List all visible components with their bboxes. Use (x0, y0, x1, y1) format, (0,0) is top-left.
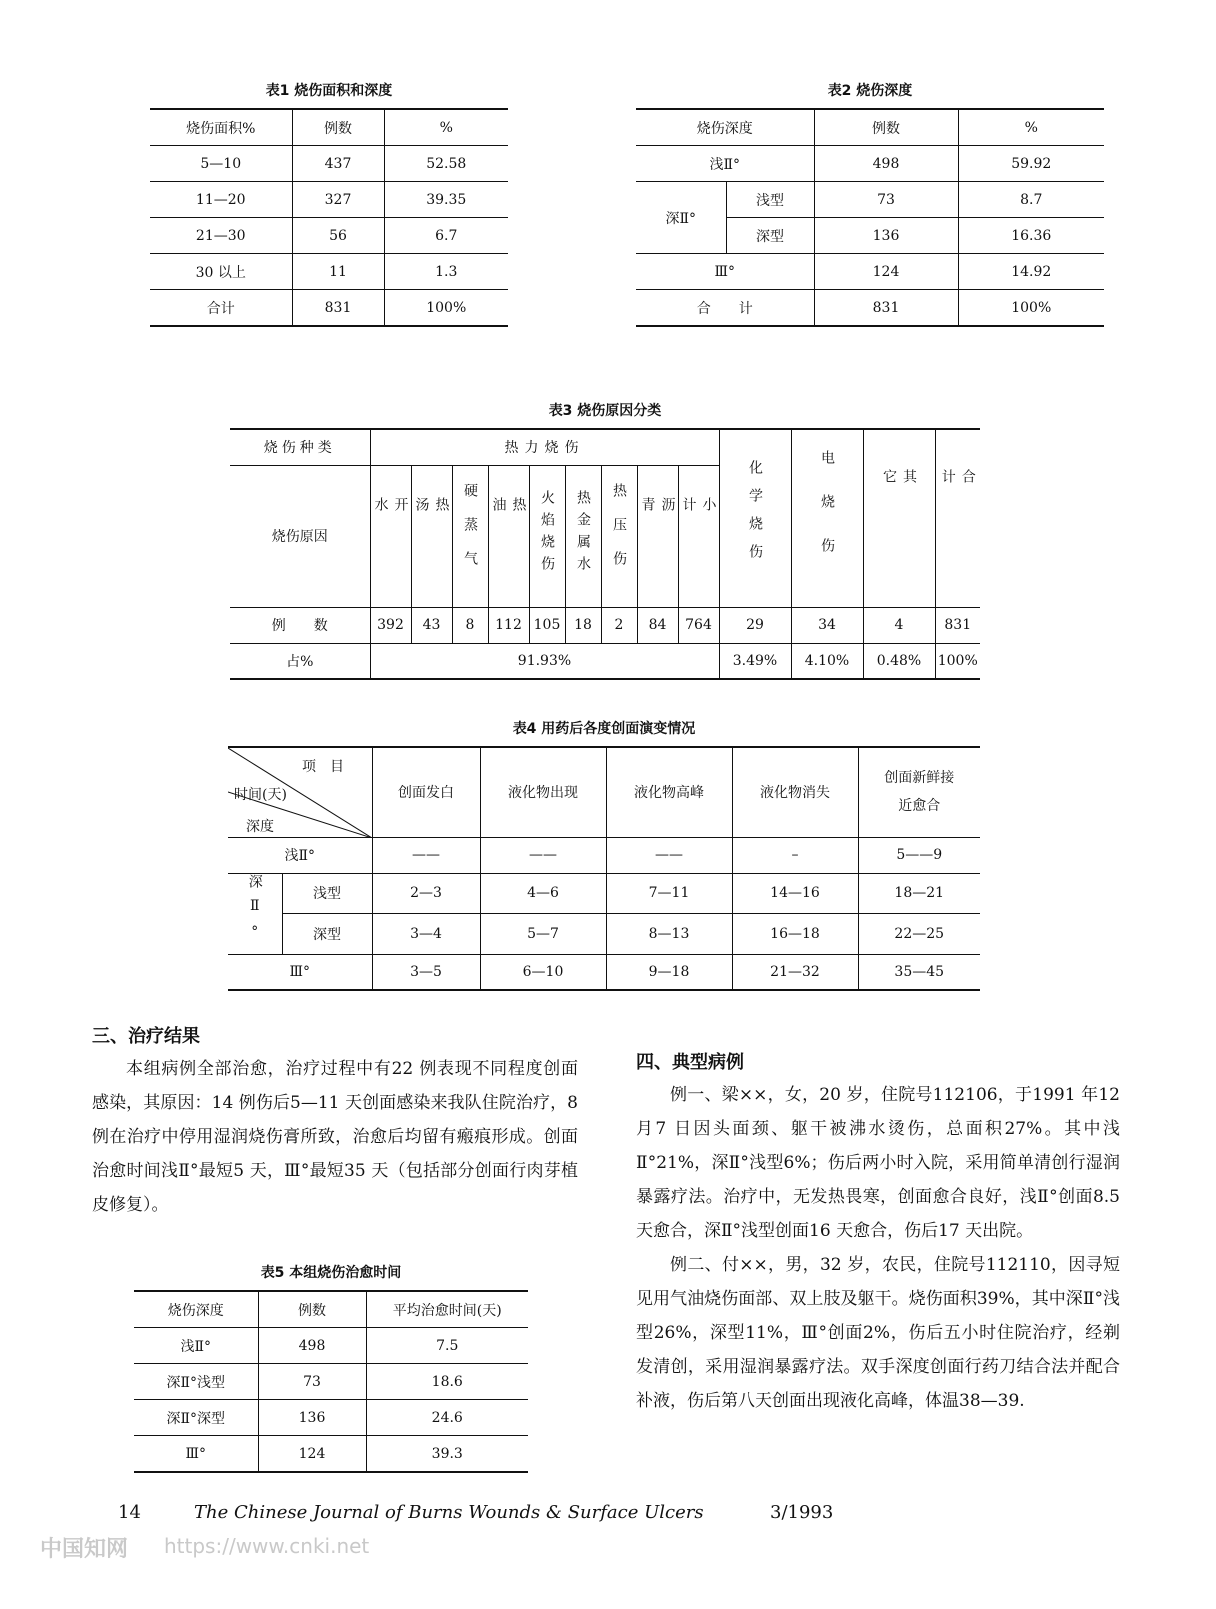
vertical-label: 深Ⅱ° (246, 873, 263, 950)
header-cell (935, 429, 980, 607)
table3-caption: 表3 烧伤原因分类 (548, 403, 662, 419)
header-cell (791, 429, 863, 607)
table-cell: 7.5 (436, 1337, 459, 1354)
table-cell: 1.3 (435, 263, 458, 280)
table-cell: 深Ⅱ° (636, 182, 726, 254)
header-cell (637, 465, 678, 607)
vertical-label: 热汤 (413, 497, 450, 571)
table-cell: 深Ⅱ°浅型 (166, 1374, 225, 1391)
header-cell: % (439, 119, 453, 136)
table-cell: 14—16 (732, 873, 858, 914)
vertical-label: 热压伤 (611, 483, 627, 585)
table-cell: 8—13 (606, 914, 732, 955)
table-cell: 4.10% (791, 643, 863, 679)
table-cell: 9—18 (606, 954, 732, 990)
table-cell: 18—21 (858, 873, 980, 914)
header-cell (529, 465, 565, 607)
header-cell: 平均治愈时间(天) (392, 1302, 502, 1319)
table-cell: 3—5 (372, 954, 480, 990)
table-cell: 11 (292, 254, 384, 290)
table-cell: 39.35 (426, 191, 467, 208)
table-cell: 39.3 (431, 1445, 463, 1462)
table-cell: 11—20 (195, 191, 246, 208)
table-cell: 100% (935, 643, 980, 679)
table-cell: 831 (935, 607, 980, 643)
table1-caption: 表1 烧伤面积和深度 (265, 83, 393, 99)
table-cell: 764 (678, 607, 719, 643)
diag-time-label: 时间(天) (234, 787, 287, 803)
vertical-label: 其它 (881, 469, 917, 564)
vertical-label: 沥青 (639, 497, 676, 571)
table-cell: 16—18 (732, 914, 858, 955)
header-cell (565, 465, 601, 607)
header-cell: 烧伤种类 (230, 429, 370, 465)
table-cell: 100% (1011, 299, 1052, 316)
table-cell: 6—10 (480, 954, 606, 990)
diag-depth-label: 深度 (246, 819, 274, 835)
table-cell: 合计 (206, 300, 235, 317)
header-cell: 烧伤原因 (230, 465, 370, 607)
table-burn-depth (636, 108, 1104, 327)
table4-caption: 表4 用药后各度创面演变情况 (512, 721, 696, 737)
table-cell: 4 (863, 607, 935, 643)
table-burn-cause (230, 428, 980, 680)
header-cell: 液化物高峰 (606, 747, 732, 837)
table-cell: 5—7 (480, 914, 606, 955)
table-cell: 91.93% (370, 643, 719, 679)
header-cell (452, 465, 488, 607)
table-cell: 392 (370, 607, 411, 643)
table-cell: 24.6 (431, 1409, 463, 1426)
header-cell: 烧伤深度 (167, 1302, 224, 1319)
journal-name: The Chinese Journal of Burns Wounds & Surface Ulcers (194, 1502, 704, 1523)
table-cell: 0.48% (863, 643, 935, 679)
table-cell: 136 (814, 218, 958, 254)
table-cell: 73 (258, 1364, 366, 1400)
table-cell: 16.36 (1011, 227, 1052, 244)
table-cell: 2—3 (372, 873, 480, 914)
table-cell: 84 (637, 607, 678, 643)
table-cell: 112 (488, 607, 529, 643)
table-cell: —— (480, 837, 606, 873)
vertical-label: 合计 (939, 469, 976, 564)
vertical-label: 开水 (372, 497, 409, 571)
header-cell: 热力烧伤 (370, 429, 719, 465)
table-cell: 6.7 (435, 227, 458, 244)
header-cell (678, 465, 719, 607)
table-cell: 合 计 (696, 300, 753, 317)
diag-item-label: 项 目 (302, 759, 344, 775)
header-cell: 例数 (292, 109, 384, 146)
vertical-label: 热油 (490, 497, 527, 571)
table-cell: 7—11 (606, 873, 732, 914)
table-burn-area (150, 108, 508, 327)
table-cell: 43 (411, 607, 452, 643)
row-label (228, 873, 282, 954)
table-cell: 35—45 (858, 954, 980, 990)
table-cell: 22—25 (858, 914, 980, 955)
table-cell: 327 (292, 182, 384, 218)
vertical-label: 硬蒸气 (462, 483, 478, 585)
table-cell: 18 (565, 607, 601, 643)
vertical-label: 火焰烧伤 (539, 490, 555, 578)
table-cell: 498 (814, 146, 958, 182)
page-number: 14 (118, 1502, 141, 1523)
table-cell: 深Ⅱ°深型 (166, 1410, 225, 1427)
table-cell: 5—10 (200, 155, 242, 172)
table-cell: 124 (258, 1436, 366, 1473)
table-cell: 30 以上 (195, 264, 246, 281)
table-cell: 52.58 (426, 155, 467, 172)
watermark-url: https://www.cnki.net (164, 1534, 370, 1558)
table-cell: 5——9 (858, 837, 980, 873)
table-cell: – (732, 837, 858, 873)
table-cell: 100% (426, 299, 467, 316)
table-cell: Ⅲ° (714, 263, 735, 280)
header-cell: 液化物出现 (480, 747, 606, 837)
table-cell: 29 (719, 607, 791, 643)
table-cell: 498 (258, 1328, 366, 1364)
table-wound-evolution (228, 746, 980, 991)
table-cell: 831 (292, 290, 384, 327)
row-label: 浅Ⅱ° (228, 837, 372, 873)
table-cell: 21—30 (195, 227, 246, 244)
table-cell: Ⅲ° (185, 1445, 206, 1462)
header-cell (488, 465, 529, 607)
row-label: 深型 (282, 914, 372, 955)
table-cell: 73 (814, 182, 958, 218)
header-cell (719, 429, 791, 607)
header-cell (370, 465, 411, 607)
section3-body (92, 1052, 578, 1222)
header-cell: 烧伤深度 (696, 120, 753, 137)
table5-caption: 表5 本组烧伤治愈时间 (260, 1265, 402, 1281)
table-cell: 深型 (756, 228, 784, 245)
paragraph: 例一、梁××，女，20 岁，住院号112106，于1991 年12 月7 日因头面颈、躯干被沸水烫伤，总面积27%。其中浅Ⅱ°21%，深Ⅱ°浅型6%；伤后两小时入院，采用简单清创行湿润暴露疗法。治疗中，无发热畏寒，创面愈合良好，浅Ⅱ°创面8.5 天愈合，深Ⅱ°浅型创面16 天愈合，伤后17 天出院。 (636, 1085, 1120, 1241)
vertical-label: 电烧伤 (819, 450, 835, 583)
table-cell: 124 (814, 254, 958, 290)
diagonal-header (228, 747, 372, 837)
table-cell: 8 (452, 607, 488, 643)
header-cell: 例数 (814, 109, 958, 146)
header-cell: 例数 (258, 1291, 366, 1328)
header-cell (863, 429, 935, 607)
table-cell: 136 (258, 1400, 366, 1436)
table-cell: 831 (814, 290, 958, 327)
table-cell: 59.92 (1011, 155, 1052, 172)
row-label: 占% (230, 643, 370, 679)
table-cell: —— (606, 837, 732, 873)
vertical-label: 热金属水 (575, 490, 591, 578)
header-cell: 烧伤面积% (186, 120, 256, 137)
vertical-label: 化学烧伤 (747, 460, 763, 573)
table-cell: 浅Ⅱ° (709, 156, 740, 173)
table-cell: 2 (601, 607, 637, 643)
table-cell: 18.6 (431, 1373, 463, 1390)
table-cell: 浅Ⅱ° (180, 1338, 211, 1355)
row-label: 例 数 (230, 607, 370, 643)
section4-body (636, 1078, 1120, 1418)
table2-caption: 表2 烧伤深度 (827, 83, 913, 99)
table-healing-time (134, 1290, 528, 1473)
row-label: 浅型 (282, 873, 372, 914)
section4-heading: 四、典型病例 (636, 1052, 744, 1073)
watermark-logo: 中国知网 (40, 1537, 129, 1562)
header-cell: 创面发白 (372, 747, 480, 837)
vertical-label: 小计 (680, 497, 717, 571)
table-cell: 3—4 (372, 914, 480, 955)
table-cell: 437 (292, 146, 384, 182)
table-cell: 4—6 (480, 873, 606, 914)
header-cell: 创面新鲜接近愈合 (858, 747, 980, 837)
header-cell (411, 465, 452, 607)
table-cell: 浅型 (756, 192, 784, 209)
paragraph: 本组病例全部治愈，治疗过程中有22 例表现不同程度创面感染，其原因：14 例伤后5—11 天创面感染来我队住院治疗，8 例在治疗中停用湿润烧伤膏所致，治愈后均留有瘢痕形成。创面治愈时间浅Ⅱ°最短5 天，Ⅲ°最短35 天（包括部分创面行肉芽植皮修复）。 (92, 1059, 578, 1215)
header-cell: 液化物消失 (732, 747, 858, 837)
header-cell: % (1024, 119, 1038, 136)
table-cell: 105 (529, 607, 565, 643)
table-cell: 34 (791, 607, 863, 643)
table-cell: 14.92 (1011, 263, 1052, 280)
paragraph: 例二、付××，男，32 岁，农民，住院号112110，因寻短见用气油烧伤面部、双上肢及躯干。烧伤面积39%，其中深Ⅱ°浅型26%，深型11%，Ⅲ°创面2%，伤后五小时住院治疗，经剃发清创，采用湿润暴露疗法。双手深度创面行药刀结合法并配合补液，伤后第八天创面出现液化高峰，体温38—39. (636, 1255, 1120, 1411)
table-cell: 21—32 (732, 954, 858, 990)
table-cell: 3.49% (719, 643, 791, 679)
header-cell (601, 465, 637, 607)
table-cell: —— (372, 837, 480, 873)
table-cell: 8.7 (1020, 191, 1043, 208)
row-label: Ⅲ° (228, 954, 372, 990)
issue-number: 3/1993 (770, 1502, 834, 1523)
section3-heading: 三、治疗结果 (92, 1026, 200, 1047)
table-cell: 56 (292, 218, 384, 254)
